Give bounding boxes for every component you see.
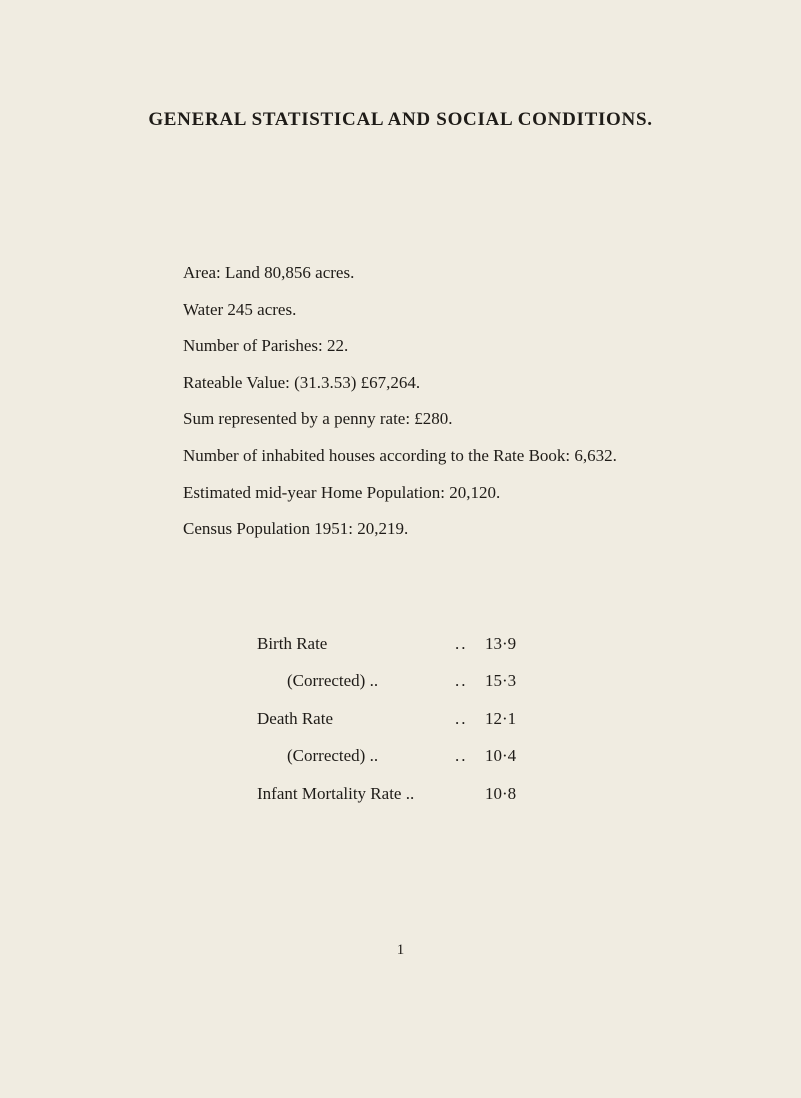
rate-value: 12·1 [485,708,517,728]
leader-dots: .. [455,708,468,728]
leader-dots [455,775,480,813]
leader-dots: .. [455,671,468,691]
facts-list [183,255,617,548]
fact-penny-rate: Sum represented by a penny rate: £280. [183,409,453,429]
rate-value: 10·8 [485,783,517,803]
rate-label: Death Rate [257,708,333,728]
rate-row-birth [257,625,516,663]
rate-value: 13·9 [485,633,517,653]
fact-rateable-value: Rateable Value: (31.3.53) £67,264. [183,372,421,392]
rate-value: 10·4 [485,746,517,766]
rate-label: (Corrected) .. [287,671,379,691]
rate-label: Infant Mortality Rate .. [257,783,415,803]
leader-dots: .. [455,746,468,766]
page-title: GENERAL STATISTICAL AND SOCIAL CONDITIONS. [148,109,653,130]
rate-row-death [257,700,516,738]
rate-value: 15·3 [485,671,517,691]
fact-parishes: Number of Parishes: 22. [183,336,349,356]
fact-census-population: Census Population 1951: 20,219. [183,519,409,539]
leader-dots: .. [455,633,468,653]
rate-row-death-corrected [257,738,516,776]
page-number: 1 [396,942,405,958]
rate-row-birth-corrected [257,663,516,701]
fact-inhabited-houses: Number of inhabited houses according to the Rate Book: 6,632. [183,445,617,465]
fact-home-population: Estimated mid-year Home Population: 20,120. [183,482,501,502]
rate-label: (Corrected) .. [287,746,379,766]
rate-label: Birth Rate [257,633,328,653]
rates-table [257,625,516,813]
fact-area-land: Area: Land 80,856 acres. [183,263,355,282]
fact-area-water: Water 245 acres. [183,299,297,319]
rate-row-infant-mortality [257,775,516,813]
